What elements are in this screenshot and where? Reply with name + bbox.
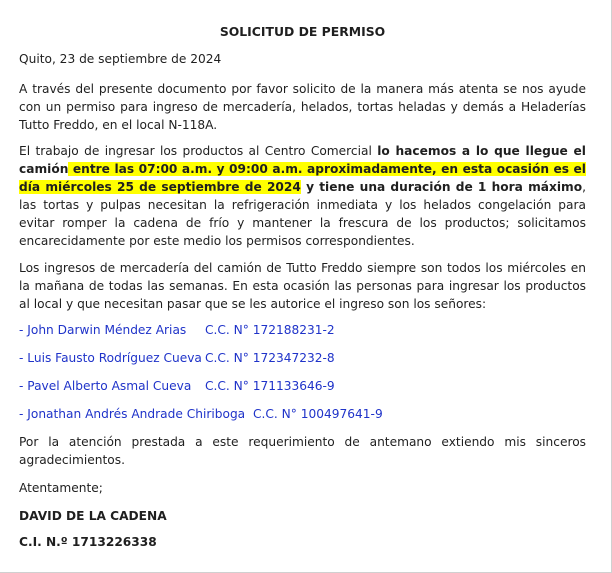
- list-item: [19, 405, 586, 423]
- duration-bold-text: y tiene una duración de 1 hora máximo: [300, 180, 583, 194]
- schedule-bold-text: lo hacemos a lo que llegue el camión: [19, 144, 586, 176]
- authorized-people-list: [19, 321, 586, 433]
- authorization-paragraph: Los ingresos de mercadería del camión de Tutto Freddo siempre son todos los miércoles en la mañana de todas las semanas. En esta ocasión las personas para ingresar los productos al local y que necesitan pasar que se les autorice el ingreso son los señores:: [19, 261, 586, 311]
- person-name: - John Darwin Méndez Arias: [19, 323, 187, 337]
- list-item: [19, 321, 586, 339]
- schedule-highlighted-text: entre las 07:00 a.m. y 09:00 a.m. aproximadamente, en esta ocasión es el día miércoles 25 de septiembre de 2024: [19, 162, 586, 194]
- schedule-paragraph: [19, 142, 586, 250]
- signer-id: C.I. N.º 1713226338: [19, 535, 157, 549]
- signer-name: DAVID DE LA CADENA: [19, 509, 167, 523]
- person-name: - Luis Fausto Rodríguez Cueva: [19, 351, 202, 365]
- person-id: C.C. N° 172347232-8: [205, 351, 335, 365]
- closing-line: Atentamente;: [19, 481, 103, 495]
- document-title: SOLICITUD DE PERMISO: [219, 24, 386, 39]
- intro-paragraph: A través del presente documento por favor solicito de la manera más atenta se nos ayude con un permiso para ingreso de mercadería, helados, tortas heladas y demás a Heladerías Tutto Freddo, en el local N-118A.: [19, 82, 586, 132]
- person-name: - Jonathan Andrés Andrade Chiriboga: [19, 407, 246, 421]
- thanks-paragraph: Por la atención prestada a este requerimiento de antemano extiendo mis sinceros agradecimientos.: [19, 435, 586, 467]
- person-id: C.C. N° 172188231-2: [205, 323, 335, 337]
- schedule-text-start: El trabajo de ingresar los productos al Centro Comercial: [19, 144, 378, 158]
- date-line: Quito, 23 de septiembre de 2024: [19, 52, 222, 66]
- list-item: [19, 377, 586, 395]
- list-item: [19, 349, 586, 367]
- person-name: - Pavel Alberto Asmal Cueva: [19, 379, 192, 393]
- person-id: C.C. N° 100497641-9: [253, 407, 383, 421]
- schedule-text-end: , las tortas y pulpas necesitan la refrigeración inmediata y los helados congelación para evitar romper la cadena de frío y mantener la frescura de los productos; solicitamos encarecidamente por este medio los permisos correspondientes.: [19, 180, 586, 248]
- person-id: C.C. N° 171133646-9: [205, 379, 335, 393]
